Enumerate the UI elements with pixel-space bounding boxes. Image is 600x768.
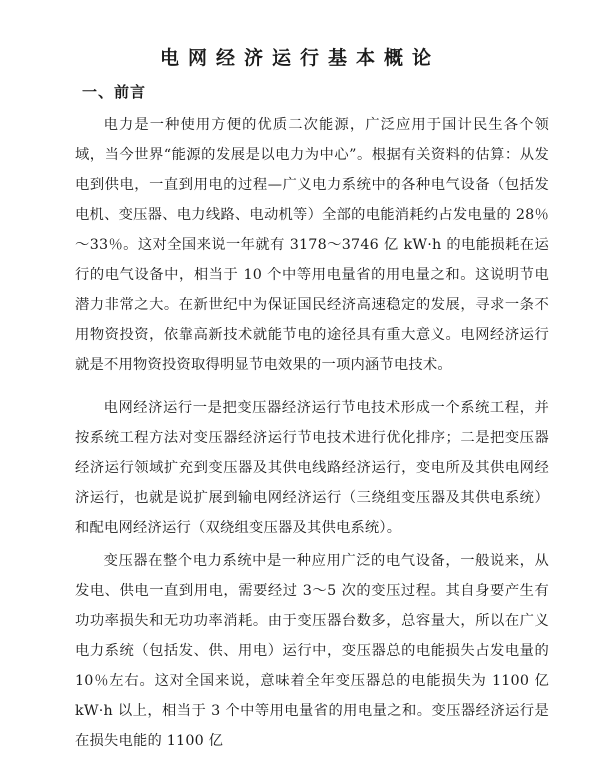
paragraph-3: 变压器在整个电力系统中是一种应用广泛的电气设备，一般说来，从发电、供电一直到用电，需要经过 3～5 次的变压过程。其自身要产生有功功率损失和无功功率消耗。由于变压器台数多，总容量大，所以在广义电力系统（包括发、供、用电）运行中，变压器总的电能损失占发电量的 10％左右。这对全国来说，意味着全年变压器总的电能损失为 1100 亿 kW·h 以上，相当于 3 个中等用电量省的用电量之和。变压器经济运行是在损失电能的 1100 亿 (75, 553, 549, 749)
section-heading-preface: 一、前言 (82, 83, 147, 101)
paragraph-1: 电力是一种使用方便的优质二次能源，广泛应用于国计民生各个领域，当今世界“能源的发展是以电力为中心”。根据有关资料的估算：从发电到供电，一直到用电的过程—广义电力系统中的各种电气设备（包括发电机、变压器、电力线路、电动机等）全部的电能消耗约占发电量的 28％～33％。这对全国来说一年就有 3178～3746 亿 kW·h 的电能损耗在运行的电气设备中，相当于 10 个中等用电量省的用电量之和。这说明节电潜力非常之大。在新世纪中为保证国民经济高速稳定的发展，寻求一条不用物资投资，依靠高新技术就能节电的途径具有重大意义。电网经济运行就是不用物资投资取得明显节电效果的一项内涵节电技术。 (75, 117, 549, 373)
document-title: 电网经济运行基本概论 (159, 47, 440, 69)
paragraph-2: 电网经济运行一是把变压器经济运行节电技术形成一个系统工程，并按系统工程方法对变压器经济运行节电技术进行优化排序；二是把变压器经济运行领域扩充到变压器及其供电线路经济运行，变电所及其供电网经济运行，也就是说扩展到输电网经济运行（三绕组变压器及其供电系统）和配电网经济运行（双绕组变压器及其供电系统）。 (75, 400, 549, 536)
